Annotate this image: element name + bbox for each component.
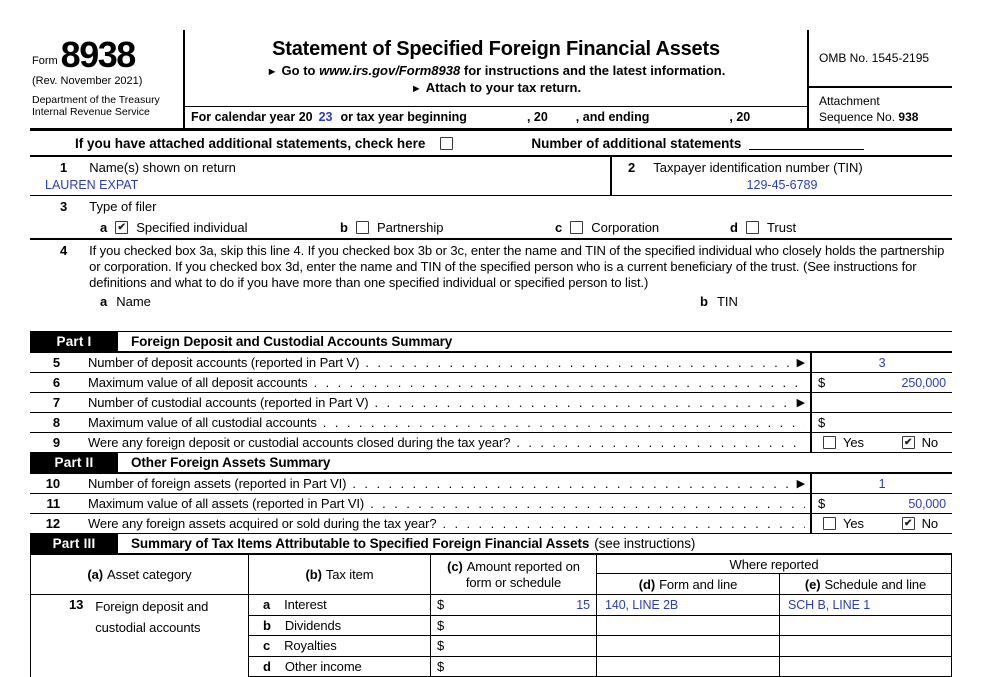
line12-yes-checkbox[interactable]: [823, 517, 836, 530]
number-of-statements-field[interactable]: [749, 136, 864, 150]
line5-number: 5: [30, 355, 60, 370]
where-reported-label: Where reported: [597, 555, 951, 574]
part3-header: [30, 534, 952, 555]
form-header: [30, 30, 952, 131]
tax-year-beginning-label: or tax year beginning: [341, 110, 467, 124]
line10-label: Number of foreign assets (reported in Part VI): [88, 476, 346, 491]
filer-option-specified-individual: a ✔ Specified individual: [100, 220, 248, 235]
royalties-label: Royalties: [284, 638, 337, 653]
no-label: No: [922, 435, 938, 450]
calendar-year-field[interactable]: 23: [319, 110, 333, 124]
line4b-tin-field-label: b TIN: [700, 294, 738, 309]
line13-category-label: Foreign deposit and custodial accounts: [95, 597, 208, 638]
form-title: Statement of Specified Foreign Financial Assets: [185, 38, 807, 61]
pointer-icon: ►: [411, 83, 422, 95]
attached-statements-label: If you have attached additional statements, check here: [75, 136, 425, 151]
interest-schedule-line-field[interactable]: SCH B, LINE 1: [788, 598, 870, 612]
form-word: Form: [32, 55, 58, 71]
other-income-label: Other income: [285, 659, 362, 674]
part3-table-header: [31, 555, 951, 595]
irs-url: www.irs.gov/Form8938: [319, 63, 460, 78]
dollar-sign: $: [437, 638, 444, 653]
line7-number: 7: [30, 395, 60, 410]
line13b-row: b Dividends $: [249, 616, 951, 637]
dot-leader: [370, 496, 805, 511]
part1-header: [30, 332, 952, 353]
line1-label: Name(s) shown on return: [89, 160, 236, 175]
part2-title: Other Foreign Assets Summary: [131, 455, 330, 470]
line4a-name-field-label: a Name: [100, 294, 151, 309]
line13c-row: c Royalties $: [249, 636, 951, 657]
line2-number: 2: [628, 160, 635, 175]
col-schedule-line-header: (e) Schedule and line: [780, 574, 951, 594]
line8-number: 8: [30, 415, 60, 430]
calendar-label: For calendar year 20: [191, 110, 313, 124]
foreign-assets-count-field[interactable]: 1: [879, 477, 886, 491]
dollar-sign: $: [437, 659, 444, 674]
line2-cell: [610, 157, 952, 195]
line2-label: Taxpayer identification number (TIN): [653, 160, 863, 175]
line7-label: Number of custodial accounts (reported in Part V): [88, 395, 369, 410]
form-8938-page: [30, 30, 952, 677]
dot-leader: [323, 415, 805, 430]
yes-label: Yes: [843, 516, 864, 531]
line5-row: [30, 353, 952, 373]
line11-number: 11: [30, 496, 60, 511]
partnership-checkbox[interactable]: [356, 221, 369, 234]
line12-label: Were any foreign assets acquired or sold during the tax year?: [88, 516, 436, 531]
deposit-max-value-field[interactable]: 250,000: [902, 376, 947, 390]
col-form-line-header: (d) Form and line: [597, 574, 780, 594]
filer-option-corporation: c Corporation: [555, 220, 659, 235]
dot-leader: [314, 375, 805, 390]
line6-row: [30, 373, 952, 393]
pointer-icon: ►: [267, 66, 278, 78]
line11-row: [30, 494, 952, 514]
line13d-row: d Other income $: [249, 657, 951, 677]
line13-category-cell: [31, 595, 249, 677]
arrow-icon: ▶: [797, 356, 805, 369]
where-reported-header: [597, 555, 951, 594]
interest-amount-field[interactable]: 15: [576, 598, 590, 612]
line4-instructions: If you checked box 3a, skip this line 4. If you checked box 3b or 3c, enter the name and TIN of the specified individual who closely holds the partnership or corporation. If you checked box 3d, enter the name and TIN of the specified person who is a current beneficiary of the trust. (See instructions for definitions and what to do if you have more than one specified individual or specified person to list.): [89, 243, 952, 291]
part3-title: Summary of Tax Items Attributable to Specified Foreign Financial Assets: [131, 536, 589, 551]
yes-label: Yes: [843, 435, 864, 450]
part3-badge: Part III: [30, 534, 118, 553]
part1-badge: Part I: [30, 332, 118, 351]
form-revision: (Rev. November 2021): [32, 75, 177, 87]
no-label: No: [922, 516, 938, 531]
line10-row: [30, 474, 952, 494]
corporation-checkbox[interactable]: [570, 221, 583, 234]
line12-row: [30, 514, 952, 534]
line9-label: Were any foreign deposit or custodial accounts closed during the tax year?: [88, 435, 510, 450]
line11-label: Maximum value of all assets (reported in Part VI): [88, 496, 364, 511]
omb-block: [809, 30, 952, 128]
dollar-sign: $: [437, 618, 444, 633]
number-of-statements-label: Number of additional statements: [531, 136, 741, 151]
line8-row: [30, 413, 952, 433]
line8-label: Maximum value of all custodial accounts: [88, 415, 317, 430]
additional-statements-row: [30, 131, 952, 157]
attached-statements-checkbox[interactable]: [440, 137, 453, 150]
line9-no-checkbox[interactable]: ✔: [902, 436, 915, 449]
attachment-sequence: Attachment Sequence No. 938: [809, 88, 952, 128]
col-tax-item-header: (b) Tax item: [249, 555, 431, 594]
line13a-row: a Interest $ 15 140, LINE 2B SCH B, LINE 1: [249, 595, 951, 616]
assets-max-value-field[interactable]: 50,000: [908, 497, 946, 511]
calendar-year-row: [185, 106, 807, 128]
specified-individual-checkbox[interactable]: ✔: [115, 221, 128, 234]
line1-cell: [30, 157, 610, 195]
dollar-sign: $: [818, 496, 825, 511]
attach-instruction: ► Attach to your tax return.: [185, 80, 807, 95]
line12-no-checkbox[interactable]: ✔: [902, 517, 915, 530]
goto-instruction: ► Go to www.irs.gov/Form8938 for instructions and the latest information.: [185, 63, 807, 78]
filer-option-partnership: b Partnership: [340, 220, 443, 235]
dot-leader: [375, 395, 792, 410]
specified-individual-label: Specified individual: [136, 220, 247, 235]
line10-number: 10: [30, 476, 60, 491]
line6-label: Maximum value of all deposit accounts: [88, 375, 308, 390]
line3-number: 3: [60, 199, 67, 214]
form-title-block: [185, 30, 809, 128]
interest-form-line-field[interactable]: 140, LINE 2B: [605, 598, 678, 612]
dept-irs: Internal Revenue Service: [32, 106, 177, 119]
col-asset-category-header: (a) Asset category: [31, 555, 249, 594]
line6-number: 6: [30, 375, 60, 390]
line12-number: 12: [30, 516, 60, 531]
dot-leader: [352, 476, 791, 491]
arrow-icon: ▶: [797, 396, 805, 409]
part2-badge: Part II: [30, 453, 118, 472]
line13-number: 13: [69, 597, 83, 638]
tin-field[interactable]: 129-45-6789: [612, 178, 952, 192]
dot-leader: [365, 355, 791, 370]
line3-label: Type of filer: [89, 199, 156, 214]
ending-year-label: , 20: [729, 110, 750, 124]
type-of-filer-row: [30, 199, 952, 240]
deposit-accounts-count-field[interactable]: 3: [879, 356, 886, 370]
line9-number: 9: [30, 435, 60, 450]
sequence-number: 938: [898, 110, 918, 124]
corporation-label: Corporation: [591, 220, 659, 235]
dot-leader: [516, 435, 805, 450]
line7-row: [30, 393, 952, 413]
form-id-block: [30, 30, 185, 128]
dollar-sign: $: [818, 415, 825, 430]
line9-row: [30, 433, 952, 453]
col-amount-header: (c) Amount reported on form or schedule: [431, 555, 597, 594]
line13-block: [31, 595, 951, 677]
ending-label: , and ending: [576, 110, 650, 124]
arrow-icon: ▶: [797, 477, 805, 490]
part3-title-note: (see instructions): [594, 536, 695, 551]
name-tin-row: [30, 157, 952, 196]
line9-yes-checkbox[interactable]: [823, 436, 836, 449]
name-field[interactable]: LAUREN EXPAT: [45, 178, 610, 192]
dot-leader: [442, 516, 805, 531]
interest-label: Interest: [284, 597, 327, 612]
partnership-label: Partnership: [377, 220, 443, 235]
trust-label: Trust: [767, 220, 796, 235]
part3-table: [30, 555, 952, 677]
line4-row: [30, 240, 952, 332]
dept-treasury: Department of the Treasury: [32, 94, 177, 107]
line1-number: 1: [60, 160, 67, 175]
dividends-label: Dividends: [285, 618, 341, 633]
beginning-year-label: , 20: [527, 110, 548, 124]
dollar-sign: $: [818, 375, 825, 390]
part1-title: Foreign Deposit and Custodial Accounts Summary: [131, 334, 452, 349]
filer-option-trust: d Trust: [730, 220, 796, 235]
line4-number: 4: [60, 243, 67, 291]
trust-checkbox[interactable]: [746, 221, 759, 234]
dollar-sign: $: [437, 597, 444, 612]
form-number: 8938: [61, 40, 135, 71]
line5-label: Number of deposit accounts (reported in Part V): [88, 355, 359, 370]
part2-header: [30, 453, 952, 474]
omb-number: OMB No. 1545-2195: [809, 30, 952, 88]
